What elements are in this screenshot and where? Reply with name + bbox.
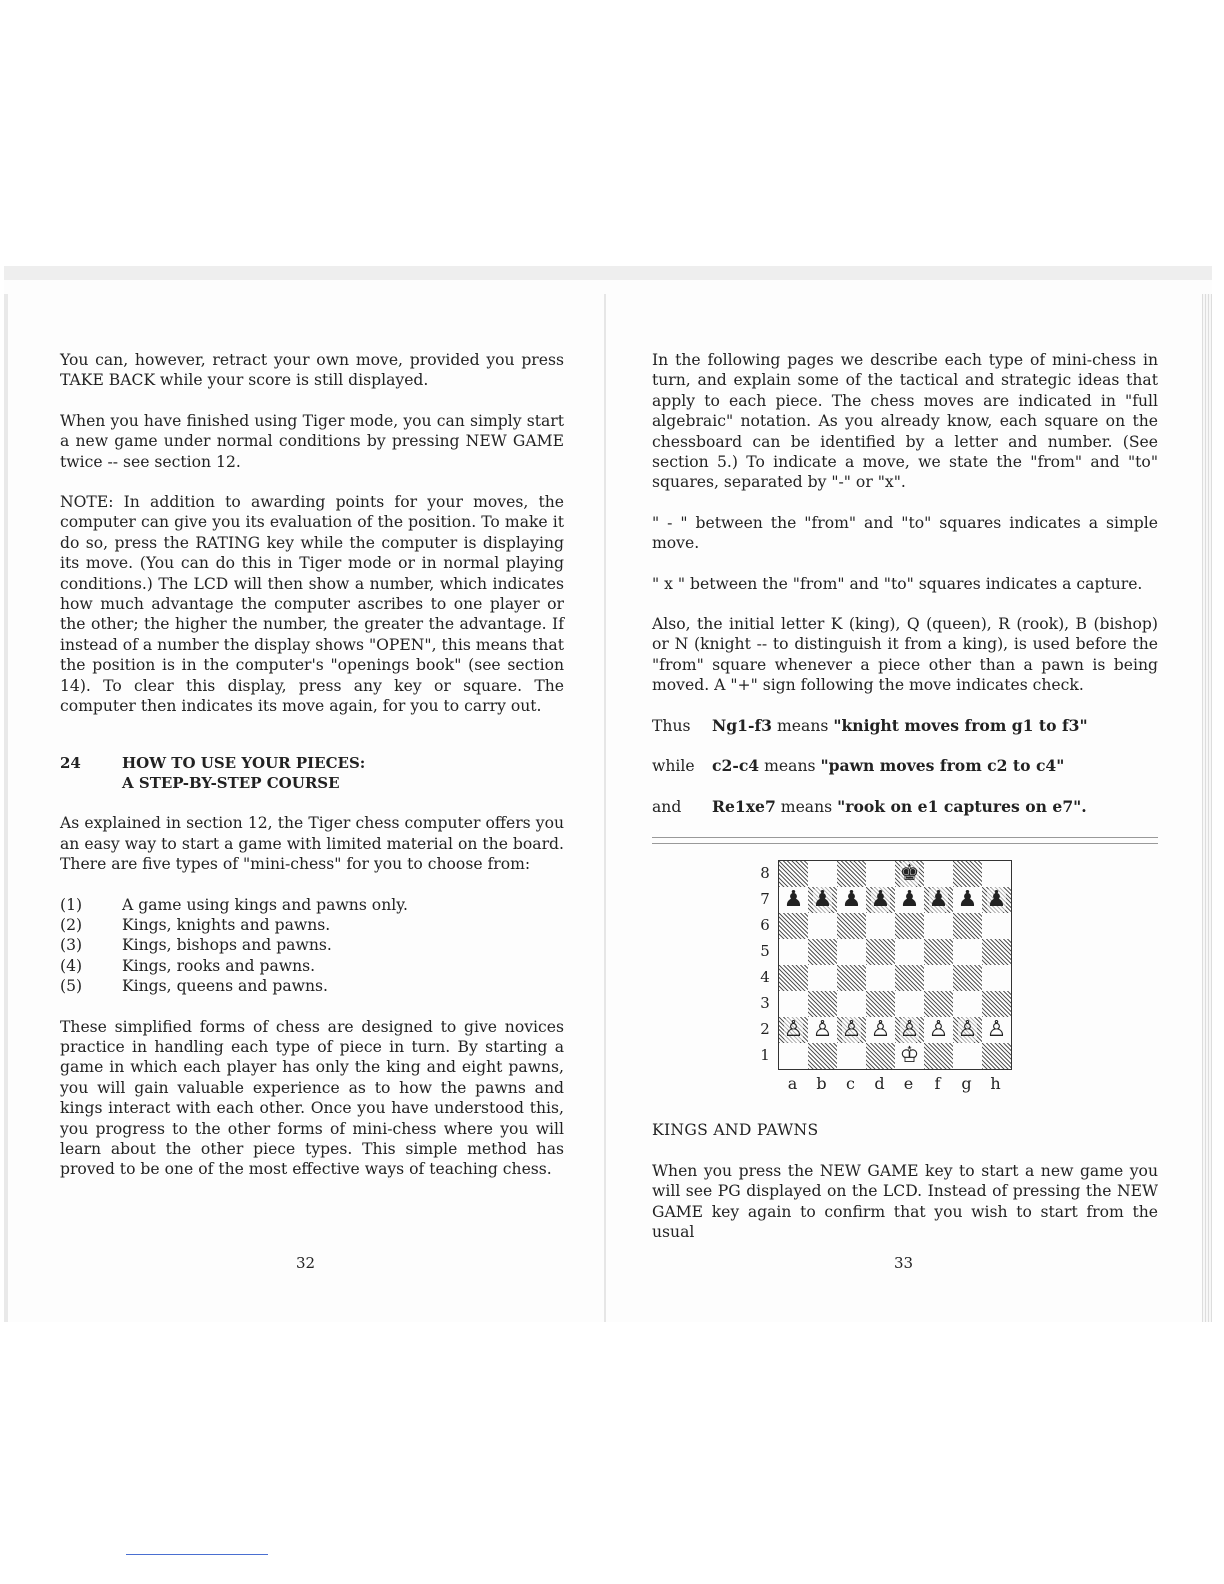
example-lead: Thus <box>652 716 691 735</box>
example-description: "pawn moves from c2 to c4" <box>820 756 1065 776</box>
board-square <box>808 991 837 1017</box>
paragraph-take-back: You can, however, retract your own move, provided you press TAKE BACK while your score is still displayed. <box>60 351 564 390</box>
chess-piece-icon: ♚ <box>899 860 920 886</box>
board-square <box>866 887 895 913</box>
example-means: means <box>780 797 833 816</box>
board-square <box>895 939 924 965</box>
board-square <box>808 965 837 991</box>
paragraph-x-meaning: " x " between the "from" and "to" squares indicates a capture. <box>652 574 1143 593</box>
book-gutter <box>604 294 606 1322</box>
chess-piece-icon: ♟ <box>986 886 1007 912</box>
notation-example <box>652 716 1158 736</box>
board-square <box>895 913 924 939</box>
board-square <box>895 887 924 913</box>
book-spread <box>4 266 1212 1322</box>
chessboard <box>778 860 1012 1070</box>
list-item-number: (4) <box>60 956 83 975</box>
chess-diagram <box>752 860 1158 1070</box>
notation-example <box>652 797 1158 817</box>
board-square <box>982 861 1011 887</box>
board-square <box>779 965 808 991</box>
board-square <box>808 1017 837 1043</box>
rank-label: 7 <box>760 889 770 908</box>
board-square <box>953 887 982 913</box>
board-square <box>866 1043 895 1069</box>
file-label: g <box>961 1073 972 1093</box>
board-square <box>837 1017 866 1043</box>
example-move: Re1xe7 <box>712 796 776 816</box>
board-square <box>837 1043 866 1069</box>
board-square <box>808 939 837 965</box>
subheading-kings-and-pawns: KINGS AND PAWNS <box>652 1121 819 1140</box>
rank-labels <box>752 860 778 1070</box>
list-item-number: (2) <box>60 915 83 934</box>
board-square <box>866 913 895 939</box>
file-label: h <box>990 1073 1001 1093</box>
chess-piece-icon: ♟ <box>812 886 833 912</box>
paragraph-mini-chess-intro: As explained in section 12, the Tiger chess computer offers you an easy way to start a game with limited material on the board. There are five types of "mini-chess" for you to choose from: <box>60 814 564 874</box>
notation-example <box>652 756 1158 776</box>
board-square <box>866 861 895 887</box>
chess-piece-icon: ♙ <box>812 1016 833 1042</box>
list-item-text: Kings, queens and pawns. <box>122 977 328 996</box>
example-means: means <box>764 757 816 776</box>
board-square <box>982 965 1011 991</box>
example-lead: while <box>652 757 695 776</box>
example-move: Ng1-f3 <box>712 715 773 735</box>
list-item-text: Kings, knights and pawns. <box>122 915 331 934</box>
rank-label: 1 <box>760 1045 770 1064</box>
board-square <box>924 887 953 913</box>
list-item-text: A game using kings and pawns only. <box>122 895 408 914</box>
list-item-number: (5) <box>60 977 83 996</box>
board-square <box>982 1043 1011 1069</box>
board-square <box>895 965 924 991</box>
board-square <box>779 939 808 965</box>
board-square <box>982 1017 1011 1043</box>
paragraph-new-game-pg: When you press the NEW GAME key to start a new game you will see PG displayed on the LCD. Instead of pressing the NEW GAME key again to confirm that you wish to start from the usual <box>652 1161 1158 1241</box>
file-label: c <box>846 1073 855 1093</box>
board-square <box>953 861 982 887</box>
list-item-text: Kings, rooks and pawns. <box>122 956 316 975</box>
chess-piece-icon: ♟ <box>841 886 862 912</box>
paragraph-tiger-mode: When you have finished using Tiger mode, you can simply start a new game under normal conditions by pressing NEW GAME twice -- see section 12. <box>60 411 564 471</box>
board-square <box>982 913 1011 939</box>
chess-piece-icon: ♙ <box>899 1016 920 1042</box>
board-square <box>982 887 1011 913</box>
board-square <box>808 913 837 939</box>
rank-label: 5 <box>760 941 770 960</box>
board-square <box>924 1017 953 1043</box>
board-square <box>866 939 895 965</box>
board-square <box>837 939 866 965</box>
chess-piece-icon: ♙ <box>957 1016 978 1042</box>
board-square <box>924 1043 953 1069</box>
board-square <box>779 1017 808 1043</box>
example-lead: and <box>652 797 682 816</box>
board-square <box>895 1043 924 1069</box>
chess-piece-icon: ♙ <box>928 1016 949 1042</box>
board-square <box>953 913 982 939</box>
board-square <box>953 1017 982 1043</box>
list-item <box>60 935 564 955</box>
board-square <box>779 991 808 1017</box>
chess-piece-icon: ♙ <box>986 1016 1007 1042</box>
board-square <box>924 965 953 991</box>
chess-piece-icon: ♟ <box>928 886 949 912</box>
board-square <box>953 991 982 1017</box>
blue-underline-mark <box>126 1554 268 1555</box>
board-square <box>866 1017 895 1043</box>
paragraph-simplified-forms: These simplified forms of chess are designed to give novices practice in handling each type of piece in turn. By starting a game in which each player has only the king and eight pawns, you will gain valuable experience as to how the pawns and kings interact with each other. Once you have understood this, you progress to the other forms of mini-chess where you will learn about the other piece types. This simple method has proved to be one of the most effective ways of teaching chess. <box>60 1017 564 1179</box>
board-square <box>837 887 866 913</box>
board-square <box>808 887 837 913</box>
file-labels <box>778 1074 1158 1094</box>
board-square <box>895 1017 924 1043</box>
board-square <box>866 965 895 991</box>
file-label: b <box>816 1073 827 1093</box>
right-page-edge <box>1202 294 1212 1322</box>
board-square <box>779 913 808 939</box>
board-square <box>953 939 982 965</box>
paragraph-dash-meaning: " - " between the "from" and "to" squares indicates a simple move. <box>652 513 1158 553</box>
board-square <box>837 965 866 991</box>
left-page <box>60 350 564 1200</box>
page-number-right: 33 <box>894 1254 914 1272</box>
example-move: c2-c4 <box>712 756 760 776</box>
file-label: d <box>874 1073 885 1093</box>
rank-label: 4 <box>760 967 770 986</box>
chess-piece-icon: ♙ <box>783 1016 804 1042</box>
board-square <box>779 887 808 913</box>
board-square <box>982 939 1011 965</box>
board-square <box>837 861 866 887</box>
list-item-number: (3) <box>60 936 83 955</box>
rank-label: 6 <box>760 915 770 934</box>
board-square <box>953 1043 982 1069</box>
board-square <box>779 1043 808 1069</box>
file-label: e <box>903 1073 914 1093</box>
rank-label: 3 <box>760 993 770 1012</box>
list-item-text: Kings, bishops and pawns. <box>122 936 332 955</box>
board-square <box>779 861 808 887</box>
section-heading <box>60 753 564 794</box>
paragraph-piece-letters: Also, the initial letter K (king), Q (queen), R (rook), B (bishop) or N (knight -- to distinguish it from a king), is used before the "from" square whenever a piece other than a pawn is being moved. A "+" sign following the move indicates check. <box>652 615 1158 695</box>
list-item <box>60 895 564 915</box>
board-square <box>924 861 953 887</box>
board-square <box>953 965 982 991</box>
board-square <box>924 939 953 965</box>
board-square <box>924 913 953 939</box>
chess-piece-icon: ♟ <box>899 886 920 912</box>
section-title <box>122 753 365 794</box>
chess-piece-icon: ♟ <box>957 886 978 912</box>
list-item <box>60 976 564 996</box>
board-square <box>982 991 1011 1017</box>
mini-chess-list <box>60 895 564 997</box>
chess-piece-icon: ♙ <box>870 1016 891 1042</box>
example-description: "rook on e1 captures on e7". <box>837 796 1087 816</box>
board-square <box>808 861 837 887</box>
list-item-number: (1) <box>60 895 83 914</box>
board-square <box>895 861 924 887</box>
list-item <box>60 915 564 935</box>
left-page-edge <box>4 294 8 1322</box>
section-title-line1: HOW TO USE YOUR PIECES: <box>122 753 366 772</box>
file-label: a <box>787 1073 798 1093</box>
chess-piece-icon: ♔ <box>899 1042 920 1068</box>
board-square <box>837 991 866 1017</box>
board-square <box>866 991 895 1017</box>
double-rule-divider <box>652 837 1158 844</box>
rank-label: 8 <box>760 863 770 882</box>
paragraph-note-rating: NOTE: In addition to awarding points for your moves, the computer can give you its evaluation of the position. To make it do so, press the RATING key while the computer is displaying its move. (You can do this in Tiger mode or in normal playing conditions.) The LCD will then show a number, which indicates how much advantage the computer ascribes to one player or the other; the higher the number, the greater the advantage. If instead of a number the display shows "OPEN", this means that the position is in the computer's "openings book" (see section 14). To clear this display, press any key or square. The computer then indicates its move again, for you to carry out. <box>60 493 564 716</box>
paragraph-notation-intro: In the following pages we describe each type of mini-chess in turn, and explain some of the tactical and strategic ideas that apply to each piece. The chess moves are indicated in "full algebraic" notation. As you already know, each square on the chessboard can be identified by a letter and number. (See section 5.) To indicate a move, we state the "from" and "to" squares, separated by "-" or "x". <box>652 351 1158 492</box>
page-number-left: 32 <box>296 1254 316 1272</box>
example-description: "knight moves from g1 to f3" <box>833 715 1088 735</box>
rank-label: 2 <box>760 1019 770 1038</box>
board-square <box>924 991 953 1017</box>
file-label: f <box>934 1073 941 1093</box>
chess-piece-icon: ♟ <box>783 886 804 912</box>
list-item <box>60 956 564 976</box>
example-means: means <box>777 716 829 735</box>
board-square <box>837 913 866 939</box>
board-square <box>895 991 924 1017</box>
section-number: 24 <box>60 753 81 772</box>
board-square <box>808 1043 837 1069</box>
right-page <box>652 350 1158 1262</box>
chess-piece-icon: ♙ <box>841 1016 862 1042</box>
chess-piece-icon: ♟ <box>870 886 891 912</box>
section-title-line2: A STEP-BY-STEP COURSE <box>122 773 340 792</box>
